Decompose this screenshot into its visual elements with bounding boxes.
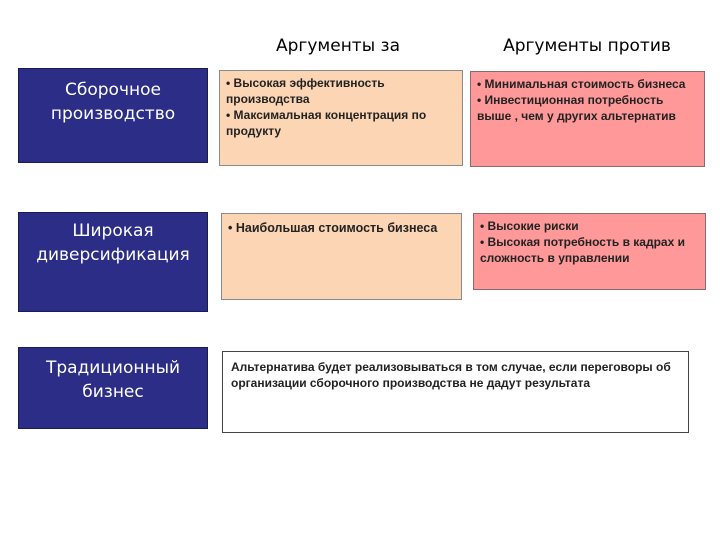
header-arguments-against: Аргументы против [503, 36, 671, 56]
con-bullet: • Высокие риски [480, 219, 579, 233]
pro-bullet: • Максимальная концентрация по продукту [226, 108, 427, 138]
row-label-line: диверсификация [36, 245, 190, 265]
row-label-wide-diversification [18, 212, 208, 312]
con-box-assembly-production [470, 71, 705, 167]
row-label-line: бизнес [82, 382, 144, 402]
header-arguments-for: Аргументы за [276, 36, 400, 56]
note-text: Альтернатива будет реализовываться в том случае, если переговоры об организации сборочного производства не дадут результата [231, 360, 671, 390]
pro-box-wide-diversification [221, 213, 462, 300]
note-box-traditional-business [222, 351, 689, 433]
row-label-line: Сборочное [65, 80, 161, 100]
con-bullet: • Инвестиционная потребность выше , чем у других альтернатив [477, 93, 676, 123]
row-label-assembly-production [18, 68, 208, 163]
pro-bullet: • Наибольшая стоимость бизнеса [228, 221, 438, 235]
row-label-line: Широкая [72, 221, 154, 241]
row-label-traditional-business [18, 347, 208, 429]
pro-bullet: • Высокая эффективность производства [226, 76, 385, 106]
pro-box-assembly-production [219, 70, 463, 166]
row-label-line: производство [50, 104, 176, 124]
con-bullet: • Высокая потребность в кадрах и сложность в управлении [480, 235, 685, 265]
row-label-line: Традиционный [45, 358, 181, 378]
con-box-wide-diversification [473, 213, 706, 290]
con-bullet: • Минимальная стоимость бизнеса [477, 77, 686, 91]
